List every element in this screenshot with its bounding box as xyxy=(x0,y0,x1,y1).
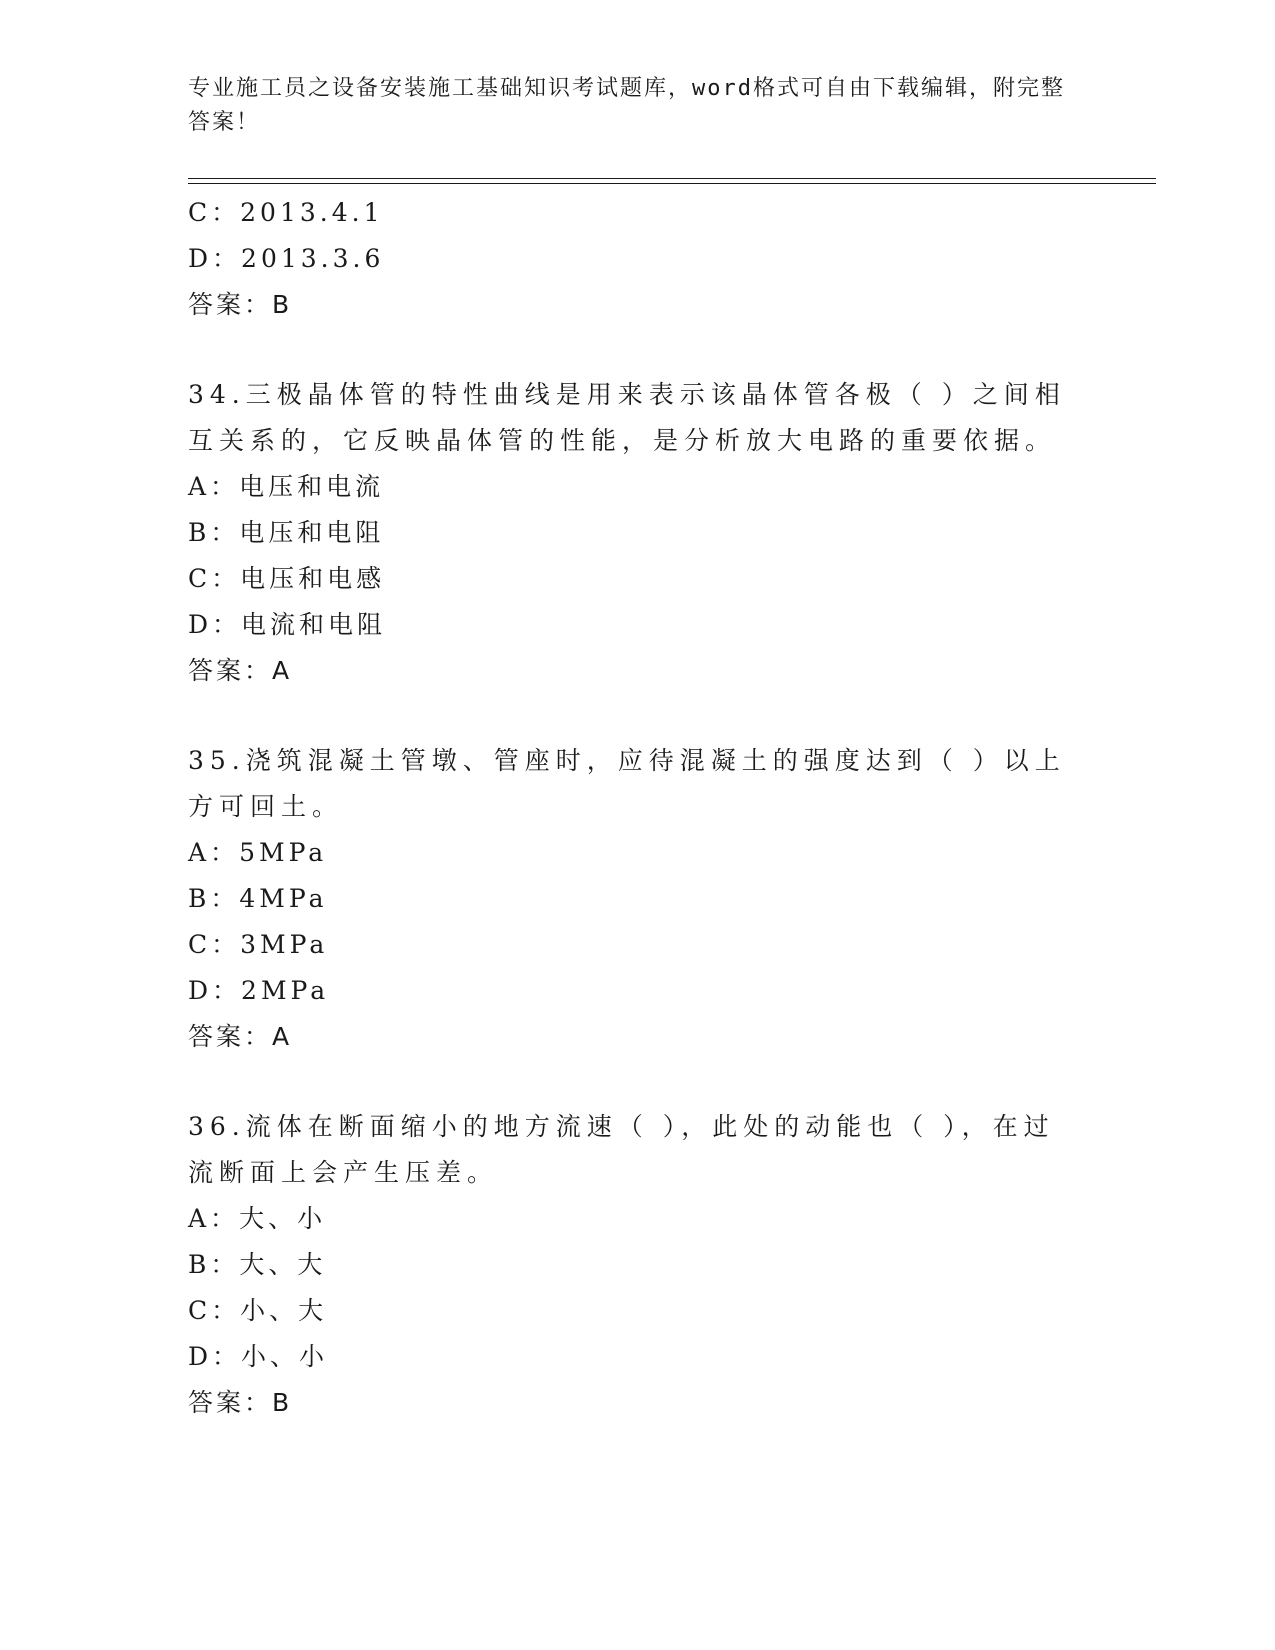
option-d xyxy=(188,1334,1088,1380)
option-label: A： xyxy=(188,838,240,867)
question-text: 35.浇筑混凝土管墩、管座时，应待混凝土的强度达到（ ）以上方可回土。 xyxy=(188,746,1066,821)
option-label: A： xyxy=(188,1204,240,1233)
option-text: 大、大 xyxy=(239,1250,327,1279)
question-content xyxy=(188,190,1088,1426)
option-text: 电流和电阻 xyxy=(241,610,387,639)
question-34 xyxy=(188,372,1088,694)
answer-line: 答案：A xyxy=(188,1022,293,1051)
option-text: 电压和电阻 xyxy=(239,518,385,547)
option-c xyxy=(188,556,1088,602)
question-text: 36.流体在断面缩小的地方流速（ ），此处的动能也（ ），在过流断面上会产生压差。 xyxy=(188,1112,1055,1187)
question-text: 34.三极晶体管的特性曲线是用来表示该晶体管各极（ ）之间相互关系的，它反映晶体管的性能，是分析放大电路的重要依据。 xyxy=(188,380,1066,455)
option-c xyxy=(188,190,1088,236)
header-rule-top xyxy=(188,178,1156,179)
option-a xyxy=(188,464,1088,510)
option-label: C： xyxy=(188,564,241,593)
option-label: A： xyxy=(188,472,240,501)
option-a xyxy=(188,1196,1088,1242)
answer-line: 答案：B xyxy=(188,290,293,319)
option-text: 电压和电流 xyxy=(239,472,385,501)
option-label: B： xyxy=(188,1250,240,1279)
option-text: 2MPa xyxy=(241,976,330,1005)
question-35 xyxy=(188,738,1088,1060)
option-label: C： xyxy=(188,198,241,227)
question-36 xyxy=(188,1104,1088,1426)
top-block xyxy=(188,190,1088,328)
option-label: D： xyxy=(188,1342,242,1371)
answer-line: 答案：A xyxy=(188,656,293,685)
option-label: B： xyxy=(188,518,240,547)
option-d xyxy=(188,602,1088,648)
option-label: B： xyxy=(188,884,240,913)
option-c xyxy=(188,922,1088,968)
option-d xyxy=(188,968,1088,1014)
option-text: 4MPa xyxy=(239,884,328,913)
answer-line: 答案：B xyxy=(188,1388,293,1417)
option-b xyxy=(188,1242,1088,1288)
option-label: C： xyxy=(188,930,241,959)
option-text: 5MPa xyxy=(239,838,328,867)
option-text: 2013.3.6 xyxy=(241,244,385,273)
page-header: 专业施工员之设备安装施工基础知识考试题库，word格式可自由下载编辑，附完整答案！ xyxy=(188,76,1065,135)
option-text: 3MPa xyxy=(240,930,329,959)
option-b xyxy=(188,876,1088,922)
option-text: 小、小 xyxy=(241,1342,329,1371)
option-a xyxy=(188,830,1088,876)
option-label: D： xyxy=(188,244,242,273)
option-label: D： xyxy=(188,610,242,639)
option-text: 电压和电感 xyxy=(240,564,386,593)
option-label: D： xyxy=(188,976,242,1005)
option-text: 2013.4.1 xyxy=(240,198,384,227)
option-text: 小、大 xyxy=(240,1296,328,1325)
option-label: C： xyxy=(188,1296,241,1325)
option-b xyxy=(188,510,1088,556)
option-d xyxy=(188,236,1088,282)
header-rule-bottom xyxy=(188,183,1156,184)
option-text: 大、小 xyxy=(239,1204,327,1233)
option-c xyxy=(188,1288,1088,1334)
